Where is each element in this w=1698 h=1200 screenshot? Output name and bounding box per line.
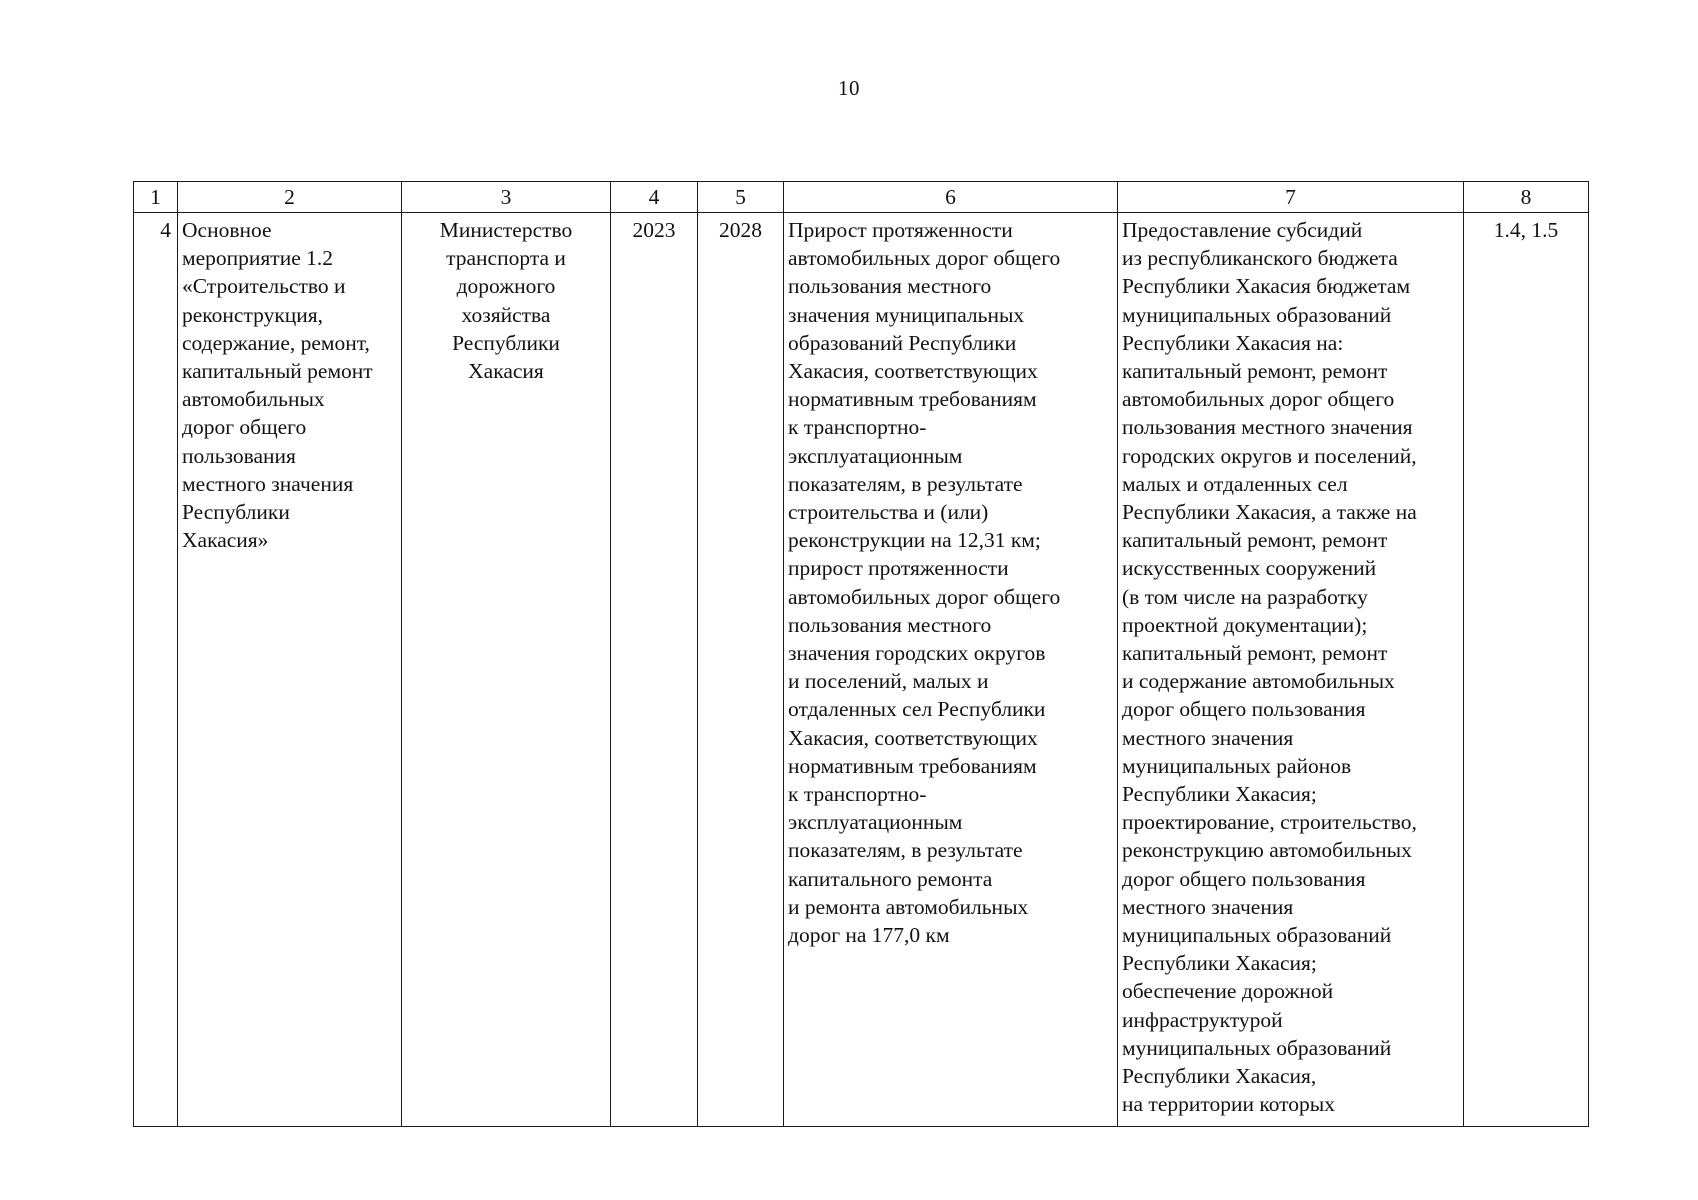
- end-year-cell: 2028: [698, 213, 784, 1127]
- text-line: дорожного: [456, 274, 556, 299]
- text-line: Основное: [182, 218, 272, 242]
- column-number-8: 8: [1464, 182, 1589, 213]
- text-line: Хакасия, соответствующих: [788, 359, 1038, 384]
- text-line: к транспортно-: [788, 782, 927, 807]
- text-line: муниципальных образований: [1122, 1035, 1392, 1060]
- text-line: местного значения: [182, 471, 354, 496]
- text-line: значения муниципальных: [788, 302, 1025, 327]
- text-line: Республики: [452, 330, 560, 355]
- table-row: [134, 213, 1589, 1127]
- text-line: эксплуатационным: [788, 810, 963, 835]
- executor-cell: [402, 213, 611, 1127]
- text-line: нормативным требованиям: [788, 753, 1037, 778]
- text-line: автомобильных дорог общего: [788, 246, 1061, 271]
- text-line: хозяйства: [461, 302, 551, 327]
- text-line: пользования: [182, 443, 296, 468]
- text-line: малых и отдаленных сел: [1122, 471, 1348, 496]
- text-line: автомобильных дорог общего: [788, 584, 1061, 609]
- text-line: Республики: [182, 500, 290, 525]
- text-line: местного значения: [1122, 725, 1294, 750]
- text-line: Министерство: [439, 218, 573, 242]
- text-line: капитальный ремонт, ремонт: [1122, 641, 1388, 666]
- text-line: пользования местного: [788, 612, 992, 637]
- text-line: проектирование, строительство,: [1122, 810, 1417, 835]
- text-line: инфраструктурой: [1122, 1007, 1283, 1032]
- row-number-cell: 4: [134, 213, 178, 1127]
- text-line: муниципальных районов: [1122, 753, 1352, 778]
- column-number-5: 5: [698, 182, 784, 213]
- expected-result-cell: [784, 213, 1118, 1127]
- text-line: Предоставление субсидий: [1122, 218, 1363, 242]
- text-line: реконструкция,: [182, 302, 324, 327]
- column-number-row: [134, 182, 1589, 213]
- text-line: на территории которых: [1122, 1092, 1335, 1117]
- text-line: показателям, в результате: [788, 838, 1023, 863]
- text-line: из республиканского бюджета: [1122, 246, 1398, 271]
- text-line: муниципальных образований: [1122, 923, 1392, 948]
- text-line: содержание, ремонт,: [182, 330, 370, 355]
- text-line: капитального ремонта: [788, 866, 993, 891]
- column-number-4: 4: [611, 182, 698, 213]
- program-activities-table: [133, 181, 1589, 1127]
- text-line: и содержание автомобильных: [1122, 669, 1395, 694]
- page-number: 10: [838, 76, 860, 100]
- text-line: Республики Хакасия, а также на: [1122, 500, 1417, 525]
- text-line: автомобильных дорог общего: [1122, 387, 1395, 412]
- text-line: муниципальных образований: [1122, 302, 1392, 327]
- text-line: реконструкции на 12,31 км;: [788, 528, 1041, 553]
- text-line: капитальный ремонт: [182, 359, 373, 384]
- text-line: Хакасия: [468, 359, 544, 384]
- text-line: дорог на 177,0 км: [788, 923, 950, 948]
- text-line: «Строительство и: [182, 274, 346, 299]
- text-line: значения городских округов: [788, 641, 1046, 666]
- text-line: эксплуатационным: [788, 443, 963, 468]
- text-line: пользования местного: [788, 274, 992, 299]
- column-number-1: 1: [134, 182, 178, 213]
- text-line: транспорта и: [446, 246, 566, 271]
- column-number-6: 6: [784, 182, 1118, 213]
- text-line: и поселений, малых и: [788, 669, 989, 694]
- text-line: городских округов и поселений,: [1122, 443, 1417, 468]
- text-line: прирост протяженности: [788, 556, 1009, 581]
- text-line: образований Республики: [788, 330, 1017, 355]
- text-line: капитальный ремонт, ремонт: [1122, 359, 1388, 384]
- start-year-cell: 2023: [611, 213, 698, 1127]
- text-line: Хакасия»: [182, 528, 269, 553]
- text-line: Республики Хакасия;: [1122, 782, 1317, 807]
- text-line: к транспортно-: [788, 415, 927, 440]
- column-number-2: 2: [178, 182, 402, 213]
- text-line: отдаленных сел Республики: [788, 697, 1046, 722]
- text-line: реконструкцию автомобильных: [1122, 838, 1412, 863]
- activity-name-cell: [178, 213, 402, 1127]
- text-line: Прирост протяженности: [788, 218, 1013, 242]
- text-line: искусственных сооружений: [1122, 556, 1377, 581]
- text-line: нормативным требованиям: [788, 387, 1037, 412]
- text-line: пользования местного значения: [1122, 415, 1413, 440]
- indicators-cell: 1.4, 1.5: [1464, 213, 1589, 1127]
- column-number-7: 7: [1118, 182, 1464, 213]
- text-line: (в том числе на разработку: [1122, 584, 1368, 609]
- text-line: дорог общего: [182, 415, 307, 440]
- text-line: обеспечение дорожной: [1122, 979, 1334, 1004]
- text-line: автомобильных: [182, 387, 325, 412]
- activity-content-cell: [1118, 213, 1464, 1127]
- text-line: и ремонта автомобильных: [788, 894, 1029, 919]
- text-line: Республики Хакасия бюджетам: [1122, 274, 1411, 299]
- text-line: строительства и (или): [788, 500, 989, 525]
- column-number-3: 3: [402, 182, 611, 213]
- text-line: дорог общего пользования: [1122, 866, 1366, 891]
- text-line: местного значения: [1122, 894, 1294, 919]
- text-line: проектной документации);: [1122, 612, 1368, 637]
- text-line: Республики Хакасия,: [1122, 1064, 1317, 1089]
- text-line: показателям, в результате: [788, 471, 1023, 496]
- text-line: Республики Хакасия;: [1122, 951, 1317, 976]
- text-line: дорог общего пользования: [1122, 697, 1366, 722]
- text-line: капитальный ремонт, ремонт: [1122, 528, 1388, 553]
- text-line: Хакасия, соответствующих: [788, 725, 1038, 750]
- text-line: мероприятие 1.2: [182, 246, 333, 271]
- text-line: Республики Хакасия на:: [1122, 330, 1344, 355]
